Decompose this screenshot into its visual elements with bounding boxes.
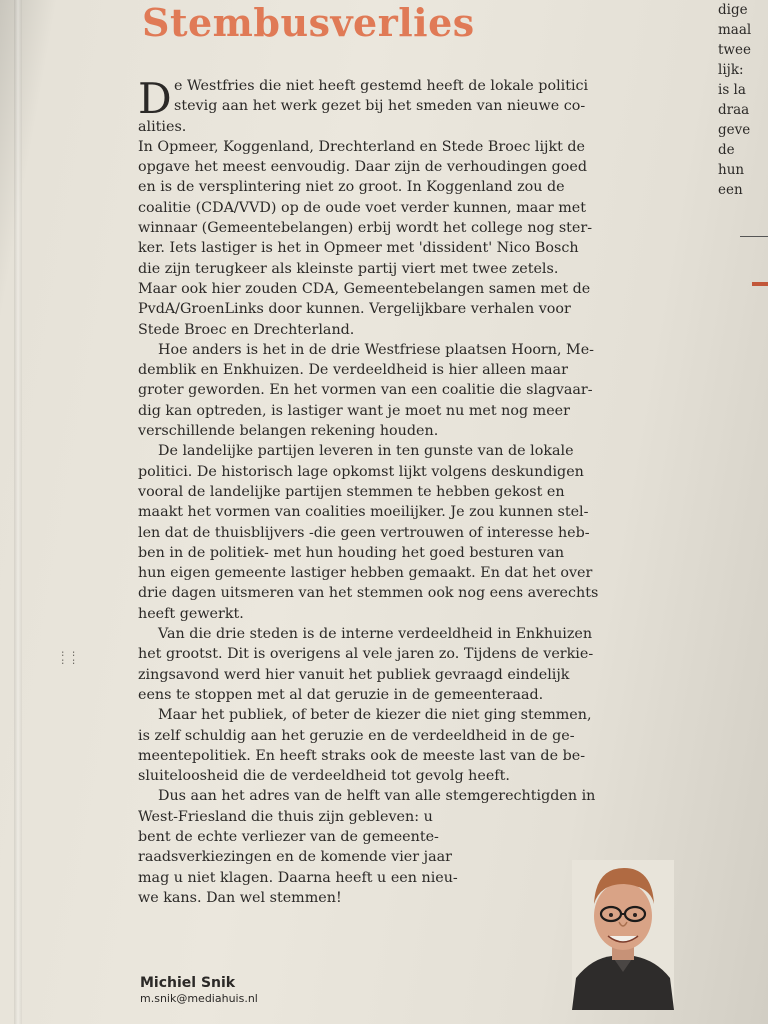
article-line: eens te stoppen met al dat geruzie in de gemeenteraad.: [138, 686, 544, 703]
article-line: In Opmeer, Koggenland, Drechterland en Stede Broec lijkt de: [138, 138, 586, 155]
crop-marks: : : : :: [60, 649, 77, 667]
article-line: West-Friesland die thuis zijn gebleven: u: [138, 808, 433, 825]
article-line: Dus aan het adres van de helft van alle stemgerechtigden in: [158, 788, 596, 805]
article-line: e Westfries die niet heeft gestemd heeft de lokale politici: [174, 78, 589, 94]
article-line: drie dagen uitsmeren van het stemmen ook nog eens averechts: [138, 585, 599, 602]
article-line: stevig aan het werk gezet bij het smeden van nieuwe co-: [174, 98, 586, 115]
drop-cap: D: [138, 74, 172, 123]
adjacent-column-line: de: [718, 142, 735, 158]
article-line: Maar ook hier zouden CDA, Gemeentebelangen samen met de: [138, 280, 591, 297]
article-line: alities.: [138, 118, 187, 135]
article-line: en is de versplintering niet zo groot. In Koggenland zou de: [138, 179, 565, 196]
article-line: bent de echte verliezer van de gemeente-: [138, 828, 439, 845]
article-line: De landelijke partijen leveren in ten gunste van de lokale: [158, 443, 574, 460]
article-line: het grootst. Dit is overigens al vele jaren zo. Tijdens de verkie-: [138, 646, 594, 663]
adjacent-column-line: geve: [718, 122, 751, 138]
article-line: ben in de politiek- met hun houding het goed besturen van: [138, 544, 565, 561]
author-photo: [572, 860, 674, 1010]
article-line: sluiteloosheid die de verdeeldheid tot gevolg heeft.: [138, 768, 510, 785]
article-title: Stembusverlies: [142, 0, 475, 45]
adjacent-column-text: [718, 0, 768, 200]
article-line: opgave het meest eenvoudig. Daar zijn de verhoudingen goed: [138, 159, 587, 176]
adjacent-column-line: een: [718, 182, 743, 198]
author-email[interactable]: m.snik@mediahuis.nl: [140, 992, 258, 1005]
adjacent-column-line: twee: [718, 42, 751, 58]
article-line: hun eigen gemeente lastiger hebben gemaakt. En dat het over: [138, 565, 593, 582]
article-line: vooral de landelijke partijen stemmen te hebben gekost en: [138, 483, 565, 500]
article-line: die zijn terugkeer als kleinste partij viert met twee zetels.: [138, 260, 559, 277]
article-line: len dat de thuisblijvers -die geen vertrouwen of interesse heb-: [138, 524, 590, 541]
adjacent-column-line: dige: [718, 2, 748, 18]
adjacent-column-line: is la: [718, 82, 746, 98]
article-line: ker. Iets lastiger is het in Opmeer met 'dissident' Nico Bosch: [138, 240, 579, 257]
article-line: Maar het publiek, of beter de kiezer die niet ging stemmen,: [158, 707, 592, 724]
section-accent-bar: [752, 282, 768, 286]
article-line: is zelf schuldig aan het geruzie en de verdeeldheid in de ge-: [138, 727, 575, 744]
article-line: zingsavond werd hier vanuit het publiek gevraagd eindelijk: [138, 666, 570, 683]
article-line: raadsverkiezingen en de komende vier jaar: [138, 849, 452, 866]
article-line: Van die drie steden is de interne verdeeldheid in Enkhuizen: [158, 626, 593, 643]
page-fold-shadow: [14, 0, 22, 1024]
article-line: we kans. Dan wel stemmen!: [138, 889, 342, 906]
article-line: winnaar (Gemeentebelangen) erbij wordt het college nog ster-: [138, 220, 593, 237]
article-line: politici. De historisch lage opkomst lijkt volgens deskundigen: [138, 463, 584, 480]
article-line: coalitie (CDA/VVD) op de oude voet verder kunnen, maar met: [138, 199, 586, 216]
adjacent-column-line: lijk:: [718, 62, 744, 78]
article-line: dig kan optreden, is lastiger want je moet nu met nog meer: [138, 402, 570, 419]
adjacent-column-line: maal: [718, 22, 752, 38]
article-line: groter geworden. En het vormen van een coalitie die slagvaar-: [138, 382, 593, 399]
author-name: Michiel Snik: [140, 975, 236, 991]
article-line: PvdA/GroenLinks door kunnen. Vergelijkbare verhalen voor: [138, 301, 571, 318]
adjacent-column: [718, 0, 768, 1024]
article-line: verschillende belangen rekening houden.: [138, 423, 439, 440]
article-body: [138, 76, 660, 908]
adjacent-column-line: hun: [718, 162, 745, 178]
article-line: demblik en Enkhuizen. De verdeeldheid is hier alleen maar: [138, 362, 568, 379]
byline: [140, 974, 258, 1006]
article-line: Hoe anders is het in de drie Westfriese plaatsen Hoorn, Me-: [158, 341, 594, 358]
article-line: heeft gewerkt.: [138, 605, 244, 622]
article-line: Stede Broec en Drechterland.: [138, 321, 355, 338]
column-rule: [740, 236, 768, 237]
article-line: maakt het vormen van coalities moeilijker. Je zou kunnen stel-: [138, 504, 589, 521]
adjacent-column-line: draa: [718, 102, 750, 118]
article-line: mag u niet klagen. Daarna heeft u een nieu-: [138, 869, 458, 886]
article-line: meentepolitiek. En heeft straks ook de meeste last van de be-: [138, 747, 586, 764]
article-text: [138, 76, 660, 908]
